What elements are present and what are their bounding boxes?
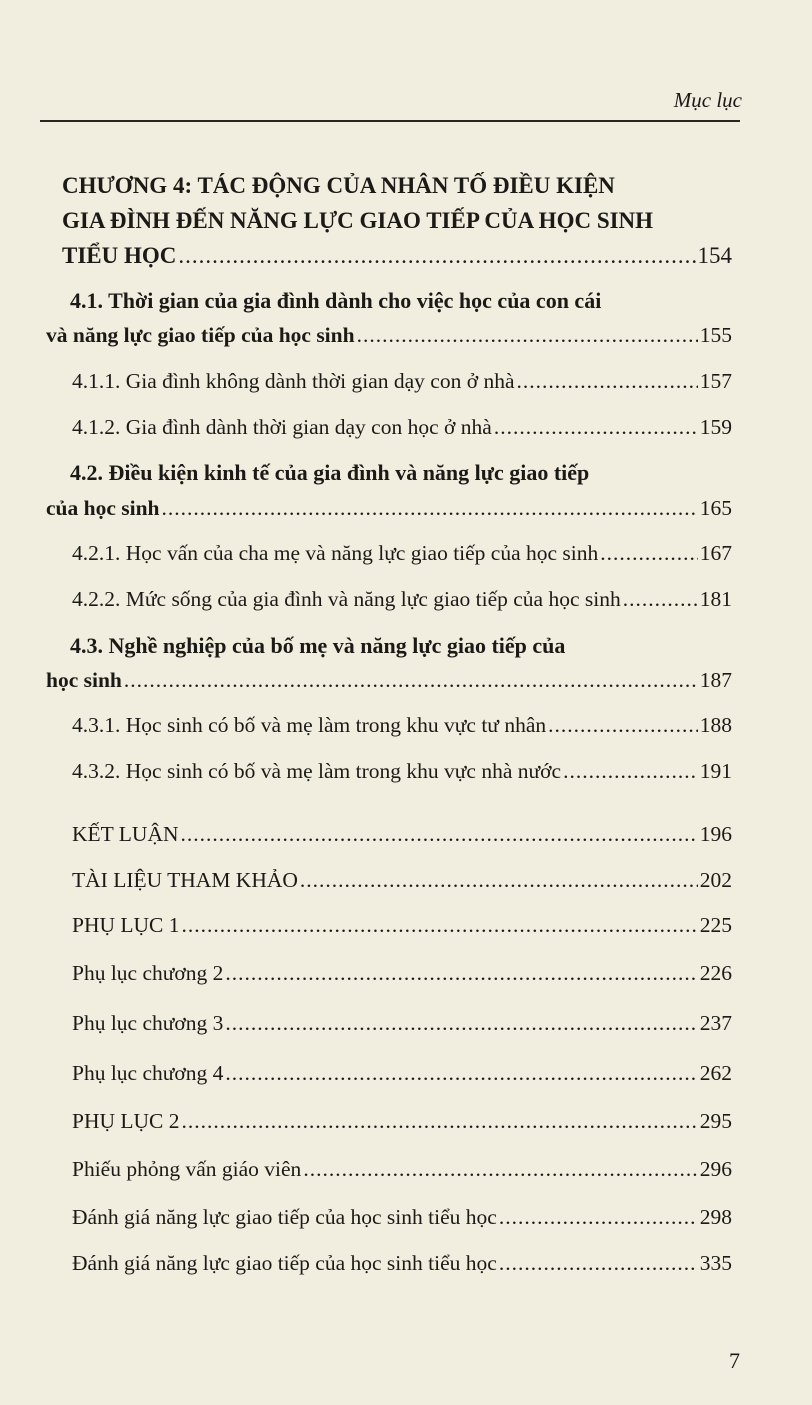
page-ref: 154 xyxy=(697,243,732,268)
toc-entry-danh-gia-1[interactable] xyxy=(72,1205,732,1230)
dot-leader xyxy=(182,913,698,938)
page-ref: 191 xyxy=(699,759,732,783)
dot-leader xyxy=(600,541,697,566)
dot-leader xyxy=(499,1205,698,1230)
dot-leader xyxy=(494,415,698,440)
entry-label: 4.3.1. Học sinh có bố và mẹ làm trong khu vực tư nhân xyxy=(72,713,547,737)
toc-entry-4-1-1[interactable] xyxy=(72,369,732,394)
running-header-title: Mục lục xyxy=(673,88,742,112)
dot-leader xyxy=(499,1251,698,1276)
toc-entry-section-4-1[interactable] xyxy=(46,323,732,348)
entry-label: 4.1.2. Gia đình dành thời gian dạy con học ở nhà xyxy=(72,415,492,439)
page-ref: 165 xyxy=(699,496,732,520)
page-ref: 196 xyxy=(699,822,732,846)
dot-leader xyxy=(225,1061,697,1086)
page-ref: 181 xyxy=(699,587,732,611)
dot-leader xyxy=(225,1011,697,1036)
toc-entry-phu-luc-chuong-3[interactable] xyxy=(72,1011,732,1036)
entry-label: KẾT LUẬN xyxy=(72,822,179,846)
page-ref: 298 xyxy=(699,1205,732,1229)
toc-entry-chapter-4[interactable] xyxy=(62,243,732,269)
section-4-3-line-1: 4.3. Nghề nghiệp của bố mẹ và năng lực giao tiếp của xyxy=(70,633,566,658)
entry-label: TÀI LIỆU THAM KHẢO xyxy=(72,868,298,892)
toc-entry-tai-lieu[interactable] xyxy=(72,868,732,893)
entry-label: 4.3.2. Học sinh có bố và mẹ làm trong khu vực nhà nước xyxy=(72,759,562,783)
toc-entry-4-1-2[interactable] xyxy=(72,415,732,440)
toc-entry-section-4-2[interactable] xyxy=(46,496,732,521)
toc-entry-phu-luc-chuong-2[interactable] xyxy=(72,961,732,986)
dot-leader xyxy=(182,1109,698,1134)
entry-label: Đánh giá năng lực giao tiếp của học sinh tiểu học xyxy=(72,1251,497,1275)
page-ref: 188 xyxy=(699,713,732,737)
page-ref: 295 xyxy=(699,1109,732,1133)
toc-entry-section-4-3[interactable] xyxy=(46,668,732,693)
page-ref: 296 xyxy=(699,1157,732,1181)
dot-leader xyxy=(303,1157,697,1182)
page-ref: 335 xyxy=(699,1251,732,1275)
dot-leader xyxy=(357,323,698,348)
entry-label: 4.2.1. Học vấn của cha mẹ và năng lực giao tiếp của học sinh xyxy=(72,541,599,565)
header-rule xyxy=(40,120,740,122)
dot-leader xyxy=(178,243,695,269)
page-ref: 155 xyxy=(699,323,732,347)
toc-entry-4-2-1[interactable] xyxy=(72,541,732,566)
toc-entry-4-2-2[interactable] xyxy=(72,587,732,612)
toc-entry-phu-luc-2[interactable] xyxy=(72,1109,732,1134)
entry-label: Phụ lục chương 2 xyxy=(72,961,224,985)
section-4-2-line-1: 4.2. Điều kiện kinh tế của gia đình và năng lực giao tiếp xyxy=(70,460,590,485)
page-ref: 167 xyxy=(699,541,732,565)
toc-entry-ket-luan[interactable] xyxy=(72,822,732,847)
entry-label: Đánh giá năng lực giao tiếp của học sinh tiểu học xyxy=(72,1205,497,1229)
page-ref: 237 xyxy=(699,1011,732,1035)
entry-label: Phụ lục chương 3 xyxy=(72,1011,224,1035)
entry-label: Phụ lục chương 4 xyxy=(72,1061,224,1085)
dot-leader xyxy=(563,759,698,784)
dot-leader xyxy=(124,668,698,693)
chapter-title-line-1: CHƯƠNG 4: TÁC ĐỘNG CỦA NHÂN TỐ ĐIỀU KIỆN xyxy=(62,173,615,198)
dot-leader xyxy=(623,587,698,612)
page-number: 7 xyxy=(729,1348,740,1373)
section-4-1-line-2: và năng lực giao tiếp của học sinh xyxy=(46,323,355,347)
dot-leader xyxy=(225,961,697,986)
entry-label: 4.1.1. Gia đình không dành thời gian dạy con ở nhà xyxy=(72,369,515,393)
dot-leader xyxy=(181,822,698,847)
entry-label: PHỤ LỤC 2 xyxy=(72,1109,180,1133)
page-ref: 262 xyxy=(699,1061,732,1085)
toc-entry-phu-luc-1[interactable] xyxy=(72,913,732,938)
dot-leader xyxy=(300,868,698,893)
dot-leader xyxy=(548,713,698,738)
page-ref: 187 xyxy=(699,668,732,692)
entry-label: 4.2.2. Mức sống của gia đình và năng lực giao tiếp của học sinh xyxy=(72,587,621,611)
page-ref: 226 xyxy=(699,961,732,985)
chapter-title-line-2: GIA ĐÌNH ĐẾN NĂNG LỰC GIAO TIẾP CỦA HỌC SINH xyxy=(62,208,654,233)
section-4-2-line-2: của học sinh xyxy=(46,496,160,520)
page-ref: 225 xyxy=(699,913,732,937)
entry-label: PHỤ LỤC 1 xyxy=(72,913,180,937)
page-ref: 157 xyxy=(699,369,732,393)
toc-entry-4-3-2[interactable] xyxy=(72,759,732,784)
toc-entry-danh-gia-2[interactable] xyxy=(72,1251,732,1276)
section-4-1-line-1: 4.1. Thời gian của gia đình dành cho việc học của con cái xyxy=(70,288,602,313)
page-ref: 202 xyxy=(699,868,732,892)
chapter-title-line-3: TIỂU HỌC xyxy=(62,243,177,268)
dot-leader xyxy=(517,369,698,394)
entry-label: Phiếu phỏng vấn giáo viên xyxy=(72,1157,302,1181)
toc-entry-4-3-1[interactable] xyxy=(72,713,732,738)
section-4-3-line-2: học sinh xyxy=(46,668,122,692)
toc-entry-phieu-phong-van[interactable] xyxy=(72,1157,732,1182)
dot-leader xyxy=(162,496,698,521)
page-ref: 159 xyxy=(699,415,732,439)
toc-entry-phu-luc-chuong-4[interactable] xyxy=(72,1061,732,1086)
